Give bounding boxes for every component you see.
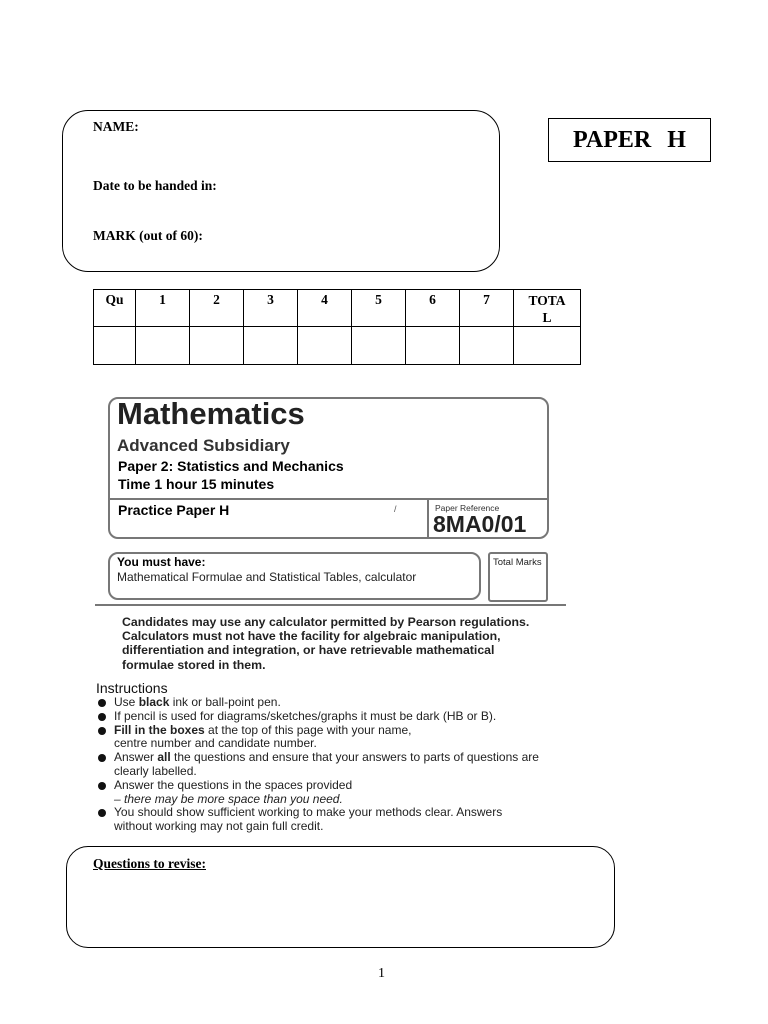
instruction-continuation: – there may be more space than you need. — [114, 791, 343, 806]
candidate-line: differentiation and integration, or have retrievable mathematical — [122, 643, 495, 658]
total-header-line2: L — [542, 310, 552, 325]
bullet-icon — [98, 727, 106, 735]
instructions-list — [97, 696, 539, 834]
cover-title: Mathematics — [117, 396, 305, 431]
marks-cell[interactable] — [460, 327, 514, 365]
bullet-icon — [98, 713, 106, 721]
instruction-item: Answer the questions in the spaces provided — [97, 779, 539, 793]
reference-divider — [427, 500, 429, 539]
total-header — [514, 290, 581, 327]
marks-cell[interactable] — [94, 327, 136, 365]
marks-cell[interactable] — [406, 327, 460, 365]
instruction-continuation: centre number and candidate number. — [114, 736, 317, 751]
must-have-title: You must have: — [117, 555, 206, 569]
cover-subtitle: Advanced Subsidiary — [117, 436, 290, 455]
marks-cell[interactable] — [352, 327, 406, 365]
bullet-icon — [98, 782, 106, 790]
candidate-line: Calculators must not have the facility for algebraic manipulation, — [122, 629, 501, 644]
paper-reference-code: 8MA0/01 — [433, 511, 527, 537]
total-marks-label: Total Marks — [493, 557, 542, 568]
q4-header: 4 — [298, 290, 352, 327]
candidate-line: Candidates may use any calculator permitted by Pearson regulations. — [122, 615, 530, 629]
q6-header: 6 — [406, 290, 460, 327]
total-header-line1: TOTA — [528, 293, 566, 308]
cover-time: Time 1 hour 15 minutes — [118, 476, 275, 492]
instruction-item: Answer all the questions and ensure that your answers to parts of questions are — [97, 751, 539, 765]
marks-cell[interactable] — [190, 327, 244, 365]
q1-header: 1 — [136, 290, 190, 327]
candidate-notice — [122, 615, 529, 672]
q7-header: 7 — [460, 290, 514, 327]
tick-mark: / — [394, 504, 397, 514]
q2-header: 2 — [190, 290, 244, 327]
must-have-text: Mathematical Formulae and Statistical Tables, calculator — [117, 570, 417, 584]
instruction-continuation: clearly labelled. — [114, 763, 197, 778]
bullet-icon — [98, 809, 106, 817]
cover-paper: Paper 2: Statistics and Mechanics — [118, 458, 344, 474]
instructions-title: Instructions — [96, 680, 168, 696]
questions-to-revise-label: Questions to revise: — [93, 856, 206, 871]
instruction-item: If pencil is used for diagrams/sketches/graphs it must be dark (HB or B). — [97, 710, 539, 724]
marks-cell[interactable] — [244, 327, 298, 365]
instruction-item: Fill in the boxes at the top of this page with your name, — [97, 724, 539, 738]
q3-header: 3 — [244, 290, 298, 327]
cover-divider — [110, 498, 547, 500]
date-label: Date to be handed in: — [93, 178, 217, 193]
page-number: 1 — [378, 966, 385, 981]
instruction-continuation: without working may not gain full credit. — [114, 819, 324, 834]
practice-paper-label: Practice Paper H — [118, 502, 230, 518]
marks-cell[interactable] — [298, 327, 352, 365]
marks-header-row — [94, 290, 581, 327]
student-details-box — [62, 110, 500, 272]
qu-header: Qu — [94, 290, 136, 327]
marks-entry-row — [94, 327, 581, 365]
mark-label: MARK (out of 60): — [93, 228, 203, 243]
paper-badge: PAPER H — [548, 118, 711, 162]
marks-cell[interactable] — [136, 327, 190, 365]
q5-header: 5 — [352, 290, 406, 327]
instruction-item: You should show sufficient working to make your methods clear. Answers — [97, 806, 539, 820]
bullet-icon — [98, 754, 106, 762]
candidate-line: formulae stored in them. — [122, 657, 266, 672]
name-label: NAME: — [93, 119, 139, 134]
bullet-icon — [98, 699, 106, 707]
paper-reference-label: Paper Reference — [435, 503, 500, 513]
marks-cell-total[interactable] — [514, 327, 581, 365]
cover-rule — [95, 604, 566, 606]
marks-table — [93, 289, 581, 365]
instruction-item: Use black ink or ball-point pen. — [97, 696, 539, 710]
